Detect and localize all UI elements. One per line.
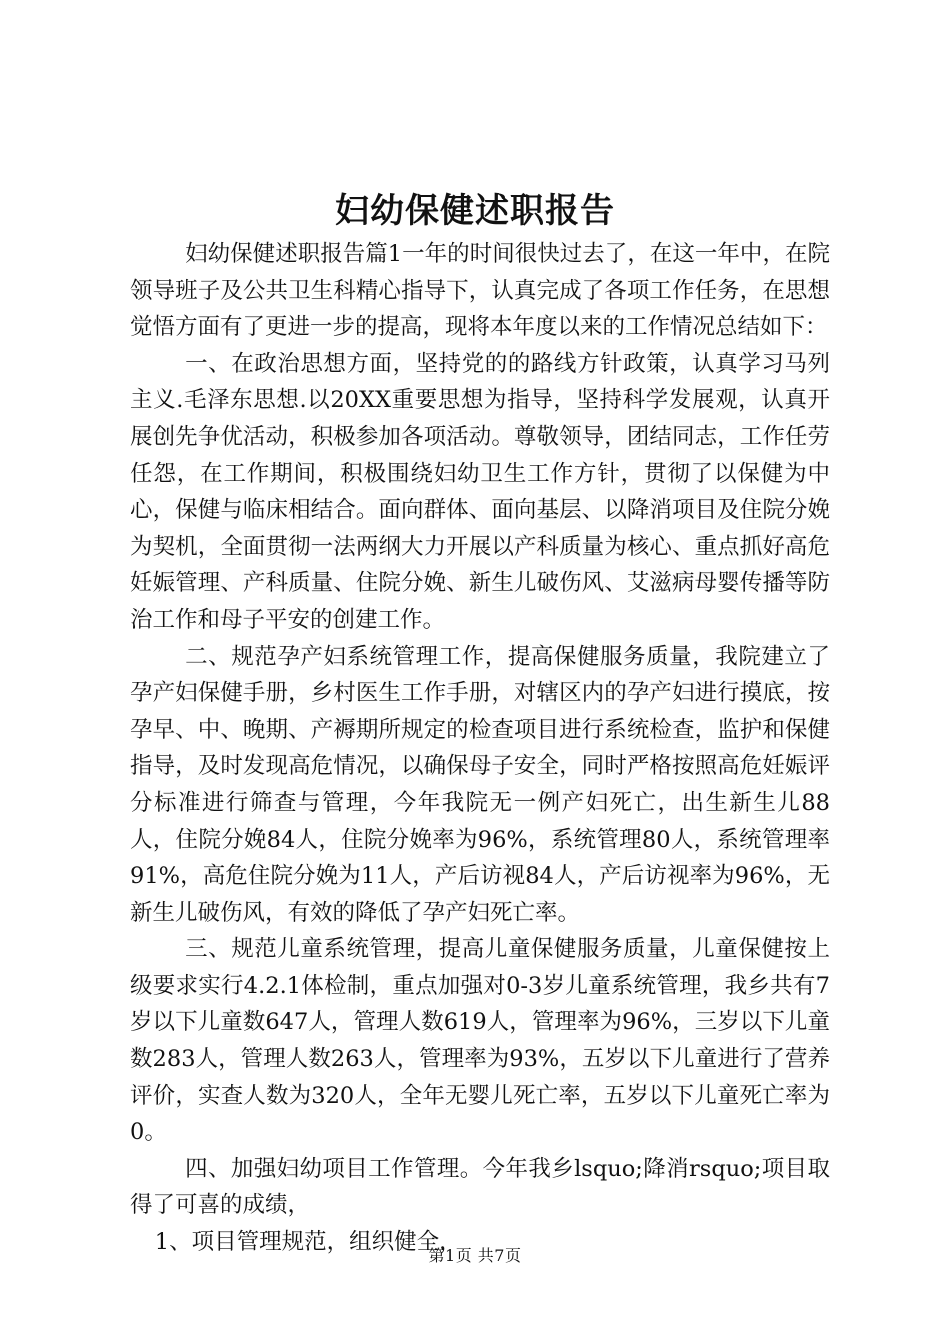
document-body — [130, 236, 830, 1261]
intro-paragraph: 妇幼保健述职报告篇1一年的时间很快过去了，在这一年中，在院领导班子及公共卫生科精心指导下，认真完成了各项工作任务，在思想觉悟方面有了更进一步的提高，现将本年度以来的工作情况总结如下： — [130, 241, 830, 341]
list-item: 1、项目管理规范，组织健全， — [154, 1229, 462, 1256]
paragraph-child-management: 三、规范儿童系统管理，提高儿童保健服务质量，儿童保健按上级要求实行4.2.1体检制，重点加强对0-3岁儿童系统管理，我乡共有7岁以下儿童数647人，管理人数619人，管理率为96%，三岁以下儿童数283人，管理人数263人，管理率为93%，五岁以下儿童进行了营养评价，实查人数为320人，全年无婴儿死亡率，五岁以下儿童死亡率为0。 — [130, 936, 830, 1146]
paragraph-project-management: 四、加强妇幼项目工作管理。今年我乡lsquo;降消rsquo;项目取得了可喜的成绩， — [130, 1155, 830, 1219]
document-title: 妇幼保健述职报告 — [335, 191, 615, 231]
paragraph-maternal-management: 二、规范孕产妇系统管理工作，提高保健服务质量，我院建立了孕产妇保健手册，乡村医生工作手册，对辖区内的孕产妇进行摸底，按孕早、中、晚期、产褥期所规定的检查项目进行系统检查，监护和保健指导，及时发现高危情况，以确保母子安全，同时严格按照高危妊娠评分标准进行筛查与管理，今年我院无一例产妇死亡，出生新生儿88人，住院分娩84人，住院分娩率为96%，系统管理80人，系统管理率91%，高危住院分娩为11人，产后访视84人，产后访视率为96%，无新生儿破伤风，有效的降低了孕产妇死亡率。 — [130, 643, 830, 926]
paragraph-political-thought: 一、在政治思想方面，坚持党的的路线方针政策，认真学习马列主义.毛泽东思想.以20XX重要思想为指导，坚持科学发展观，认真开展创先争优活动，积极参加各项活动。尊敬领导，团结同志，工作任劳任怨，在工作期间，积极围绕妇幼卫生工作方针，贯彻了以保健为中心，保健与临床相结合。面向群体、面向基层、以降消项目及住院分娩为契机，全面贯彻一法两纲大力开展以产科质量为核心、重点抓好高危妊娠管理、产科质量、住院分娩、新生儿破伤风、艾滋病母婴传播等防治工作和母子平安的创建工作。 — [130, 350, 830, 633]
page-indicator: 第1页 共7页 — [428, 1246, 522, 1265]
